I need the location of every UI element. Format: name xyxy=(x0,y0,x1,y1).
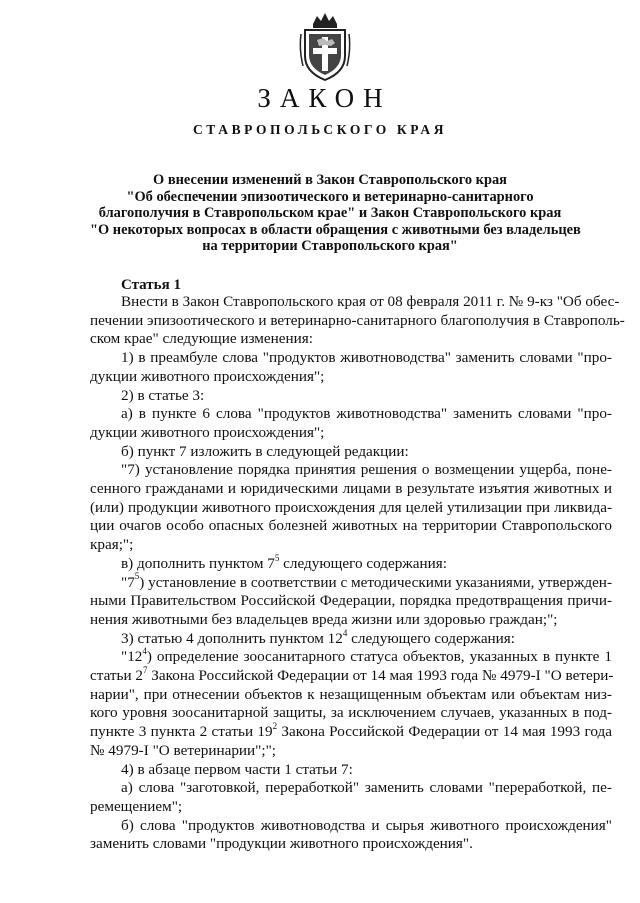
superscript: 7 xyxy=(143,664,148,675)
heading-line: на территории Ставропольского края" xyxy=(202,238,458,254)
line-text: печении эпизоотического и ветеринарно-санитарного благополучия в Ставрополь- xyxy=(90,311,625,329)
article-line xyxy=(121,816,612,835)
article-line xyxy=(90,516,612,535)
article-line xyxy=(121,629,612,648)
line-text: ремещением"; xyxy=(90,797,183,815)
line-text: б) слова "продуктов животноводства и сырья животного происхождения" xyxy=(121,816,612,834)
article-line xyxy=(121,460,612,479)
document-heading xyxy=(90,172,581,255)
line-text: сенного гражданами и юридическими лицами в результате изъятия животных и xyxy=(90,480,612,497)
article-line xyxy=(90,367,612,386)
article-line xyxy=(90,703,612,722)
article-line xyxy=(121,554,612,573)
coat-of-arms-icon xyxy=(299,10,351,82)
line-text: ными Правительством Российской Федерации, порядка предотвращения причи- xyxy=(90,592,612,610)
line-text: "7 xyxy=(121,573,135,591)
line-text: ции очагов особо опасных болезней животных на территории Ставропольского xyxy=(90,517,612,535)
line-text: ском крае" следующие изменения: xyxy=(90,330,313,348)
line-text: дукции животного происхождения"; xyxy=(90,423,325,441)
article-line xyxy=(121,386,612,405)
superscript: 4 xyxy=(142,646,147,657)
line-text: в) дополнить пунктом 7 xyxy=(121,554,275,572)
article-line xyxy=(90,797,612,816)
article-line xyxy=(90,498,612,517)
article-line xyxy=(90,423,612,442)
line-text: 1) в преамбуле слова "продуктов животноводства" заменить словами "про- xyxy=(121,349,612,367)
line-text: края;"; xyxy=(90,536,134,554)
article-line xyxy=(121,442,612,461)
article-line xyxy=(90,535,612,554)
article-line xyxy=(90,741,612,760)
heading-line: благополучия в Ставропольском крае" и Закон Ставропольского края xyxy=(98,205,562,221)
line-text: заменить словами "продукции животного происхождения". xyxy=(90,835,473,853)
line-text: № 4979-I "О ветеринарии";"; xyxy=(90,741,277,759)
line-text-continued: ) установление в соответствии с методическими указаниями, утвержден- xyxy=(139,573,612,591)
line-text-continued: Закона Российской Федерации от 14 мая 1993 года № 4979-I "О ветери- xyxy=(147,667,614,684)
article-line xyxy=(121,778,612,797)
line-text: "7) установление порядка принятия решения о возмещении ущерба, поне- xyxy=(121,461,612,479)
law-title: ЗАКОН xyxy=(257,83,392,113)
article-line xyxy=(121,292,620,311)
heading-line: "О некоторых вопросах в области обращения с животными без владельцев xyxy=(90,221,581,238)
heading-line: "Об обеспечении эпизоотического и ветеринарно-санитарного xyxy=(126,188,534,205)
article-line xyxy=(90,666,612,685)
line-text: б) пункт 7 изложить в следующей редакции: xyxy=(121,442,409,460)
article-line xyxy=(90,722,612,741)
line-text: нарии", при отнесении объектов к незащищенным объектам или объектам низ- xyxy=(90,685,612,703)
line-text-continued: ) определение зоосанитарного статуса объектов, указанных в пункте 1 xyxy=(146,648,612,666)
article-line xyxy=(121,573,612,592)
line-text-continued: следующего содержания: xyxy=(279,554,447,572)
heading-line: О внесении изменений в Закон Ставропольского края xyxy=(153,172,507,188)
article-line xyxy=(90,591,612,610)
line-text: Внести в Закон Ставропольского края от 08 февраля 2011 г. № 9-кз "Об обес- xyxy=(121,293,620,310)
line-text-continued: Закона Российской Федерации от 14 мая 1993 года xyxy=(277,723,612,741)
line-text: 4) в абзаце первом части 1 статьи 7: xyxy=(121,760,353,778)
article-line xyxy=(121,348,612,367)
line-text: статьи 2 xyxy=(90,667,143,684)
article-line xyxy=(90,329,612,348)
line-text: (или) продукции животного происхождения для целей утилизации при ликвида- xyxy=(90,498,612,516)
law-subtitle: СТАВРОПОЛЬСКОГО КРАЯ xyxy=(192,122,448,137)
line-text: "12 xyxy=(121,648,143,666)
article-line xyxy=(90,311,625,330)
article-title: Статья 1 xyxy=(121,277,181,293)
article-line xyxy=(121,404,612,423)
line-text: а) в пункте 6 слова "продуктов животноводства" заменить словами "про- xyxy=(121,405,612,423)
line-text: 3) статью 4 дополнить пунктом 12 xyxy=(121,629,343,647)
line-text-continued: следующего содержания: xyxy=(347,629,516,647)
article-line xyxy=(90,685,612,704)
article-line xyxy=(121,760,612,779)
line-text: нения животными без владельцев вреда жизни или здоровью граждан;"; xyxy=(90,610,558,628)
superscript: 5 xyxy=(134,571,140,582)
superscript: 5 xyxy=(274,552,280,563)
line-text: пункте 3 пункта 2 статьи 19 xyxy=(90,723,273,741)
article-line xyxy=(90,834,612,853)
line-text: а) слова "заготовкой, переработкой" заменить словами "переработкой, пе- xyxy=(121,779,612,797)
superscript: 4 xyxy=(342,627,348,638)
article-line xyxy=(121,647,612,666)
article-line xyxy=(90,610,612,629)
line-text: дукции животного происхождения"; xyxy=(90,367,325,385)
article-line xyxy=(90,479,612,498)
line-text: кого уровня зоосанитарной защиты, за исключением случаев, указанных в под- xyxy=(90,704,612,722)
superscript: 2 xyxy=(272,721,278,732)
line-text: 2) в статье 3: xyxy=(121,386,205,404)
